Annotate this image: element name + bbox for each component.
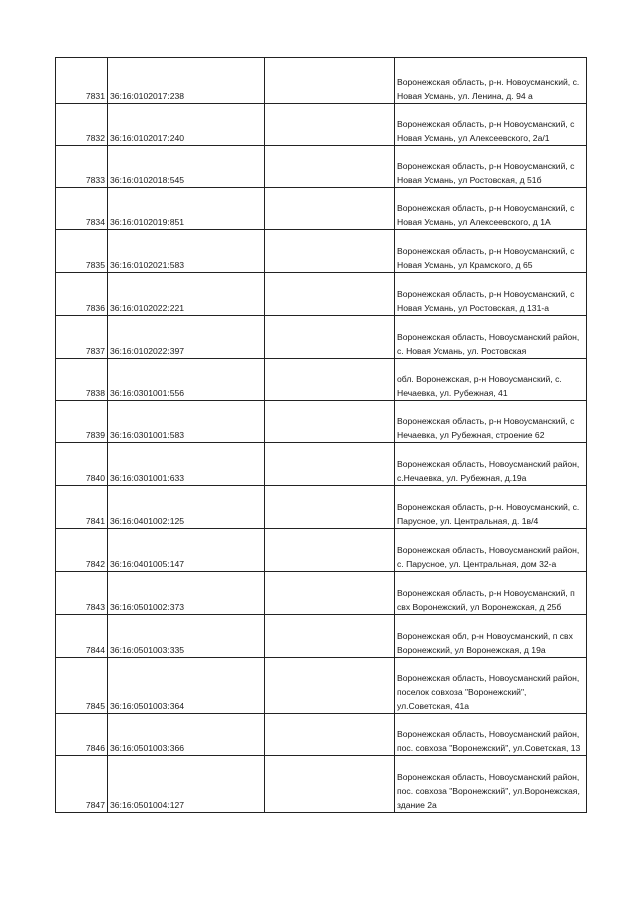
table-row	[56, 658, 587, 714]
address-cell: Воронежская область, р-н. Новоусманский, с. Новая Усмань, ул. Ленина, д. 94 а	[395, 58, 587, 104]
address-cell: Воронежская обл, р-н Новоусманский, п свх Воронежский, ул Воронежская, д 19а	[395, 615, 587, 658]
cadastral-number: 36:16:0501003:335	[108, 615, 265, 658]
empty-cell	[265, 572, 395, 615]
row-number: 7846	[56, 714, 108, 756]
row-number: 7833	[56, 146, 108, 188]
row-number: 7841	[56, 486, 108, 529]
empty-cell	[265, 658, 395, 714]
address-cell: Воронежская область, р-н Новоусманский, с Новая Усмань, ул Крамского, д 65	[395, 230, 587, 273]
cadastral-number: 36:16:0501003:364	[108, 658, 265, 714]
empty-cell	[265, 756, 395, 813]
table-row	[56, 58, 587, 104]
address-cell: Воронежская область, Новоусманский район, пос. совхоза "Воронежский", ул.Воронежская, здание 2а	[395, 756, 587, 813]
cadastral-number: 36:16:0501002:373	[108, 572, 265, 615]
table-row	[56, 188, 587, 230]
address-cell: Воронежская область, р-н Новоусманский, п свх Воронежский, ул Воронежская, д 25б	[395, 572, 587, 615]
table-row	[56, 273, 587, 316]
cadastral-number: 36:16:0501004:127	[108, 756, 265, 813]
row-number: 7832	[56, 104, 108, 146]
cadastral-number: 36:16:0102018:545	[108, 146, 265, 188]
row-number: 7845	[56, 658, 108, 714]
address-cell: Воронежская область, р-н Новоусманский, с Новая Усмань, ул Ростовская, д 51б	[395, 146, 587, 188]
table-row	[56, 529, 587, 572]
row-number: 7836	[56, 273, 108, 316]
address-cell: Воронежская область, р-н. Новоусманский, с. Парусное, ул. Центральная, д. 1в/4	[395, 486, 587, 529]
row-number: 7842	[56, 529, 108, 572]
empty-cell	[265, 188, 395, 230]
empty-cell	[265, 443, 395, 486]
empty-cell	[265, 230, 395, 273]
address-cell: Воронежская область, р-н Новоусманский, с Нечаевка, ул Рубежная, строение 62	[395, 401, 587, 443]
table-row	[56, 572, 587, 615]
table-row	[56, 756, 587, 813]
row-number: 7834	[56, 188, 108, 230]
address-cell: обл. Воронежская, р-н Новоусманский, с. Нечаевка, ул. Рубежная, 41	[395, 359, 587, 401]
cadastral-number: 36:16:0301001:556	[108, 359, 265, 401]
row-number: 7831	[56, 58, 108, 104]
table-row	[56, 615, 587, 658]
empty-cell	[265, 714, 395, 756]
cadastral-number: 36:16:0102017:240	[108, 104, 265, 146]
row-number: 7847	[56, 756, 108, 813]
address-cell: Воронежская область, Новоусманский район, поселок совхоза "Воронежский", ул.Советская, 41а	[395, 658, 587, 714]
empty-cell	[265, 273, 395, 316]
address-cell: Воронежская область, р-н Новоусманский, с Новая Усмань, ул Ростовская, д 131-а	[395, 273, 587, 316]
empty-cell	[265, 529, 395, 572]
table-row	[56, 316, 587, 359]
table-row	[56, 146, 587, 188]
address-cell: Воронежская область, р-н Новоусманский, с Новая Усмань, ул Алексеевского, д 1А	[395, 188, 587, 230]
address-cell: Воронежская область, Новоусманский район, пос. совхоза "Воронежский", ул.Советская, 13	[395, 714, 587, 756]
empty-cell	[265, 401, 395, 443]
address-cell: Воронежская область, р-н Новоусманский, с Новая Усмань, ул Алексеевского, 2а/1	[395, 104, 587, 146]
address-cell: Воронежская область, Новоусманский район, с. Новая Усмань, ул. Ростовская	[395, 316, 587, 359]
cadastral-number: 36:16:0102022:397	[108, 316, 265, 359]
empty-cell	[265, 146, 395, 188]
table-row	[56, 401, 587, 443]
address-cell: Воронежская область, Новоусманский район, с. Парусное, ул. Центральная, дом 32-а	[395, 529, 587, 572]
cadastral-number: 36:16:0102021:583	[108, 230, 265, 273]
empty-cell	[265, 615, 395, 658]
table-row	[56, 486, 587, 529]
cadastral-number: 36:16:0401002:125	[108, 486, 265, 529]
cadastral-number: 36:16:0501003:366	[108, 714, 265, 756]
cadastral-number: 36:16:0102019:851	[108, 188, 265, 230]
row-number: 7843	[56, 572, 108, 615]
table-row	[56, 359, 587, 401]
registry-table	[55, 57, 587, 813]
cadastral-number: 36:16:0301001:583	[108, 401, 265, 443]
empty-cell	[265, 359, 395, 401]
row-number: 7840	[56, 443, 108, 486]
row-number: 7837	[56, 316, 108, 359]
row-number: 7835	[56, 230, 108, 273]
cadastral-number: 36:16:0401005:147	[108, 529, 265, 572]
table-row	[56, 714, 587, 756]
row-number: 7839	[56, 401, 108, 443]
cadastral-number: 36:16:0102022:221	[108, 273, 265, 316]
cadastral-number: 36:16:0102017:238	[108, 58, 265, 104]
table-row	[56, 104, 587, 146]
row-number: 7838	[56, 359, 108, 401]
empty-cell	[265, 58, 395, 104]
empty-cell	[265, 486, 395, 529]
address-cell: Воронежская область, Новоусманский район, с.Нечаевка, ул. Рубежная, д.19а	[395, 443, 587, 486]
table-row	[56, 443, 587, 486]
table-row	[56, 230, 587, 273]
empty-cell	[265, 104, 395, 146]
empty-cell	[265, 316, 395, 359]
row-number: 7844	[56, 615, 108, 658]
cadastral-number: 36:16:0301001:633	[108, 443, 265, 486]
